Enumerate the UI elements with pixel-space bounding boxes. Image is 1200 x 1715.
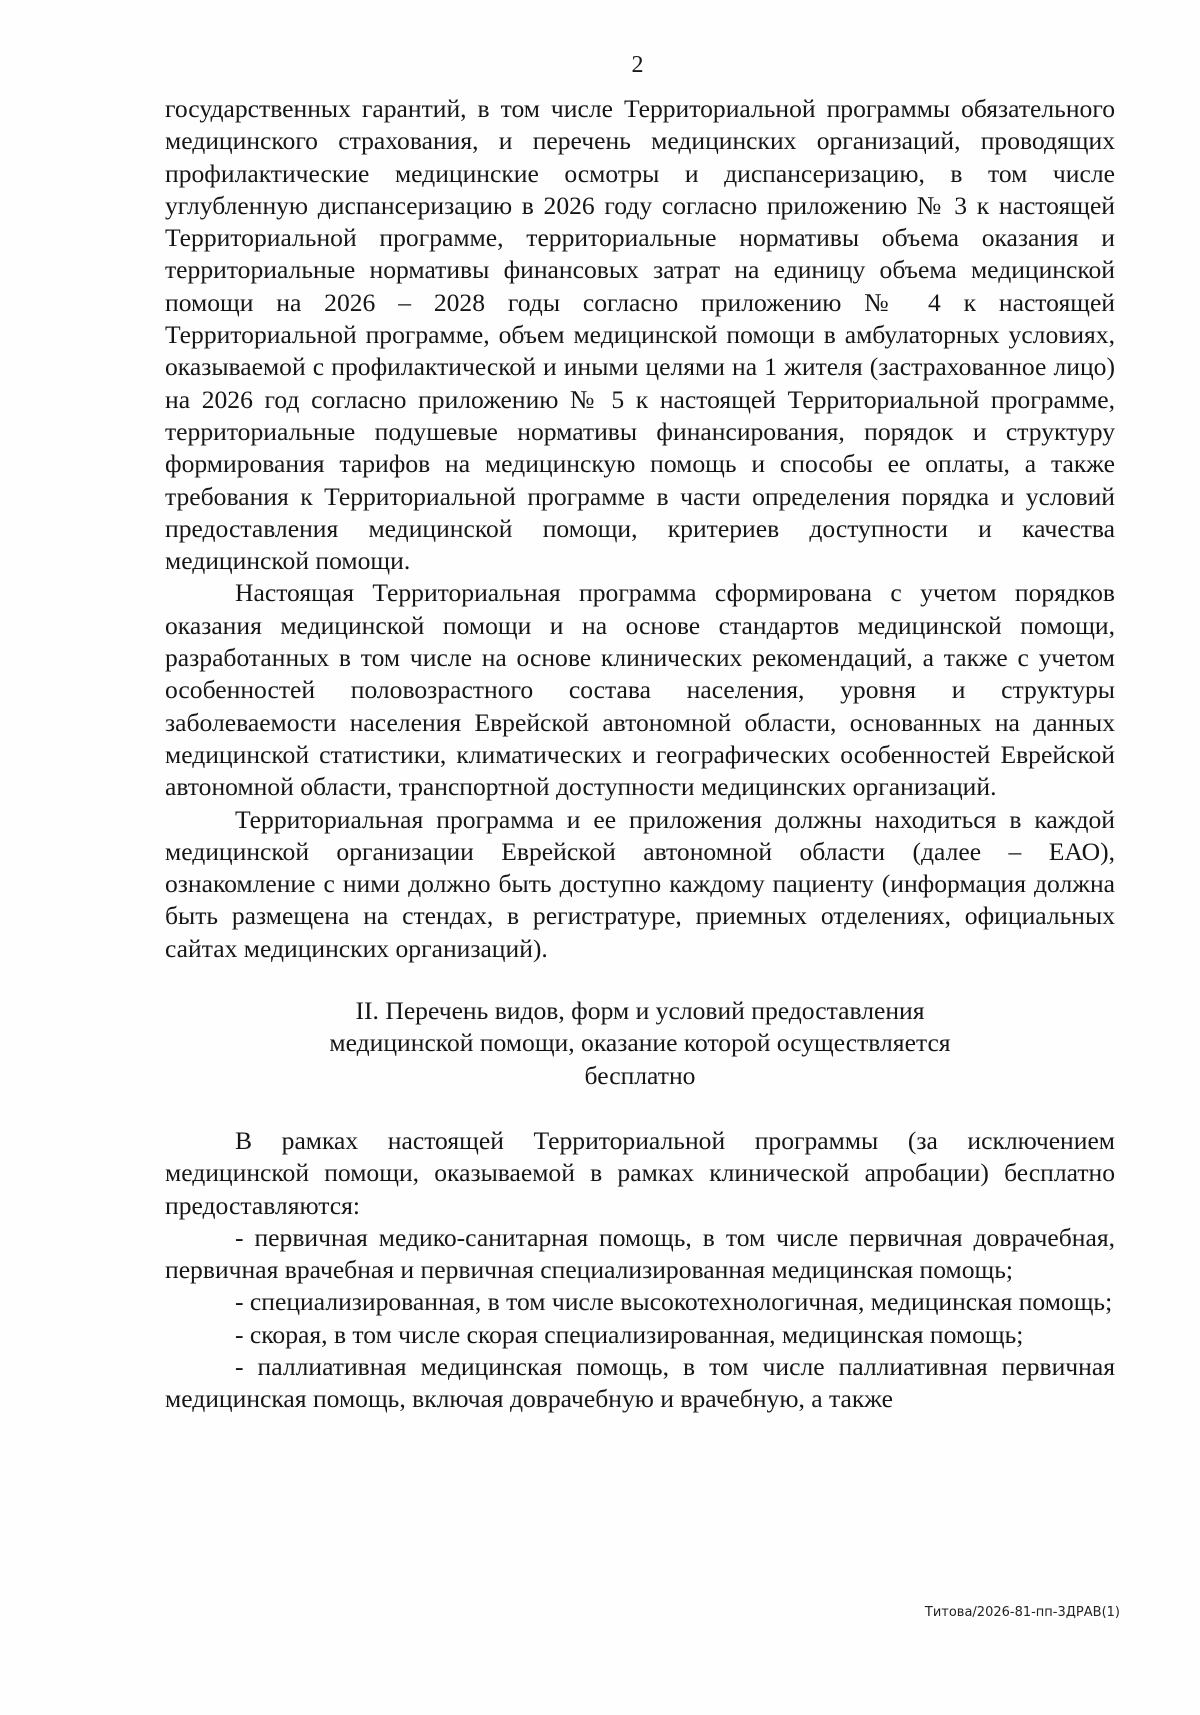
section-heading-line-2: медицинской помощи, оказание которой осуществляется	[329, 1028, 951, 1058]
list-item: - паллиативная медицинская помощь, в том числе паллиативная первичная медицинская помощь, включая доврачебную и врачебную, а также	[165, 1351, 1115, 1414]
document-body	[165, 93, 1115, 1416]
document-footer-code: Титова/2026-81-пп-3ДРАВ(1)	[924, 1605, 1120, 1620]
list-item: - скорая, в том числе скорая специализированная, медицинская помощь;	[235, 1319, 1024, 1349]
list-item: - специализированная, в том числе высокотехнологичная, медицинская помощь;	[235, 1287, 1113, 1317]
paragraph-continuation: государственных гарантий, в том числе Территориальной программы обязательного медицинского страхования, и перечень медицинских организаций, проводящих профилактические медицинские осмотры и диспансеризацию, в том числе углубленную диспансеризацию в 2026 году согласно приложению № 3 к настоящей Территориальной программе, территориальные нормативы объема оказания и территориальные нормативы финансовых затрат на единицу объема медицинской помощи на 2026 – 2028 годы согласно приложению № 4 к настоящей Территориальной программе, объем медицинской помощи в амбулаторных условиях, оказываемой с профилактической и иными целями на 1 жителя (застрахованное лицо) на 2026 год согласно приложению № 5 к настоящей Территориальной программе, территориальные подушевые нормативы финансирования, порядок и структуру формирования тарифов на медицинскую помощь и способы ее оплаты, а также требования к Территориальной программе в части определения порядка и условий предоставления медицинской помощи, критериев доступности и качества медицинской помощи.	[165, 94, 1115, 576]
list-item: - первичная медико-санитарная помощь, в том числе первичная доврачебная, первичная врачебная и первичная специализированная медицинская помощь;	[165, 1222, 1115, 1285]
paragraph-program-basis: Настоящая Территориальная программа сформирована с учетом порядков оказания медицинской помощи и на основе стандартов медицинской помощи, разработанных в том числе на основе клинических рекомендаций, а также с учетом особенностей половозрастного состава населения, уровня и структуры заболеваемости населения Еврейской автономной области, основанных на данных медицинской статистики, климатических и географических особенностей Еврейской автономной области, транспортной доступности медицинских организаций.	[165, 578, 1115, 802]
section-heading-line-1: II. Перечень видов, форм и условий предоставления	[355, 996, 925, 1026]
spacer	[165, 1092, 1115, 1125]
spacer	[165, 965, 1115, 995]
section-intro: В рамках настоящей Территориальной программы (за исключением медицинской помощи, оказываемой в рамках клинической апробации) бесплатно предоставляются:	[165, 1125, 1115, 1220]
page-number: 2	[631, 52, 644, 78]
section-heading	[165, 995, 1115, 1092]
paragraph-availability: Территориальная программа и ее приложения должны находиться в каждой медицинской организации Еврейской автономной области (далее – ЕАО), ознакомление с ними должно быть доступно каждому пациенту (информация должна быть размещена на стендах, в регистратуре, приемных отделениях, официальных сайтах медицинских организаций).	[165, 804, 1115, 963]
section-heading-line-3: бесплатно	[584, 1060, 696, 1090]
